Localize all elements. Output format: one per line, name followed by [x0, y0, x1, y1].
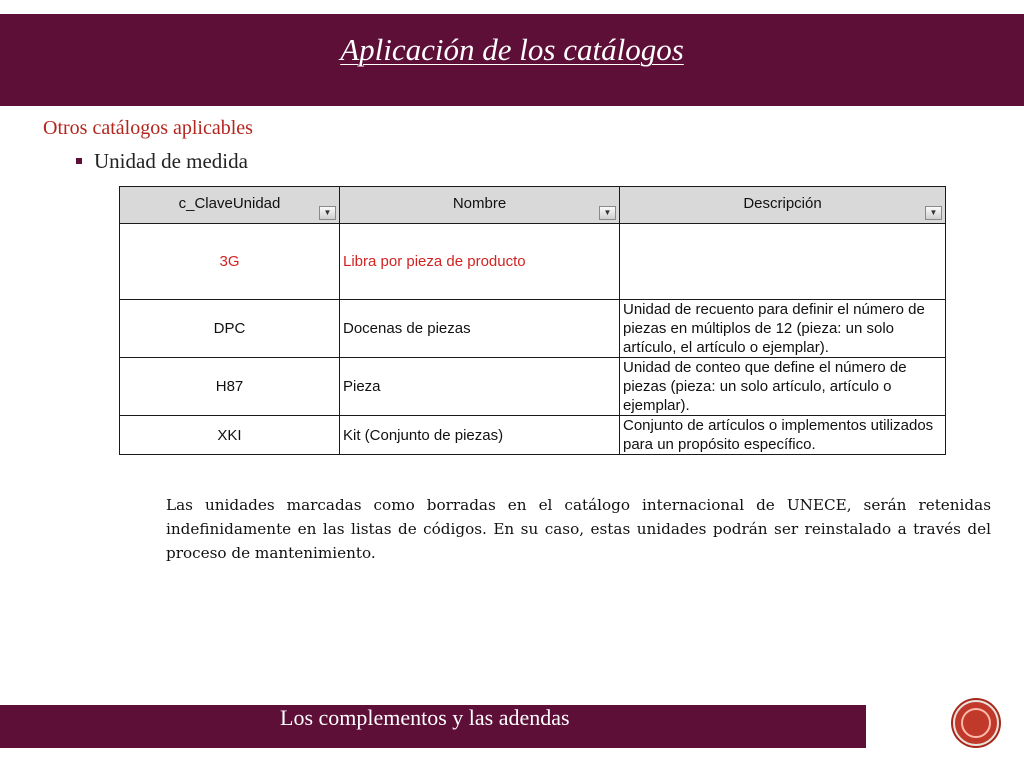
table-row — [120, 224, 946, 300]
cell-clave: 3G — [120, 224, 340, 300]
cell-descripcion — [620, 224, 946, 300]
page-title: Aplicación de los catálogos — [340, 32, 684, 67]
note-paragraph: Las unidades marcadas como borradas en el catálogo internacional de UNECE, serán retenidas indefinidamente en las listas de códigos. En su caso, estas unidades podrán ser reinstalado a través del proceso de mantenimiento. — [166, 496, 991, 562]
section-subtitle: Otros catálogos aplicables — [43, 117, 253, 139]
square-bullet-icon — [76, 158, 82, 164]
cell-nombre: Kit (Conjunto de piezas) — [340, 416, 620, 455]
cell-clave: H87 — [120, 358, 340, 416]
cell-descripcion: Unidad de recuento para definir el número de piezas en múltiplos de 12 (pieza: un solo artículo, el artículo o ejemplar). — [620, 300, 946, 358]
units-table — [119, 186, 946, 455]
cell-nombre: Docenas de piezas — [340, 300, 620, 358]
filter-active-icon[interactable]: ▼ — [599, 206, 616, 220]
cell-clave: DPC — [120, 300, 340, 358]
cell-clave: XKI — [120, 416, 340, 455]
title-bar — [0, 14, 1024, 106]
header-descripcion: Descripción ▼ — [620, 187, 946, 224]
table-row — [120, 300, 946, 358]
cell-nombre: Pieza — [340, 358, 620, 416]
circular-logo-icon — [953, 700, 999, 746]
logo-inner-ring — [961, 708, 991, 738]
cell-descripcion: Conjunto de artículos o implementos utilizados para un propósito específico. — [620, 416, 946, 455]
header-nombre: Nombre ▼ — [340, 187, 620, 224]
footer-text: Los complementos y las adendas — [280, 705, 570, 730]
cell-descripcion: Unidad de conteo que define el número de piezas (pieza: un solo artículo, artículo o ejemplar). — [620, 358, 946, 416]
cell-nombre: Libra por pieza de producto — [340, 224, 620, 300]
bullet-item — [76, 149, 248, 174]
table-header-row — [120, 187, 946, 224]
filter-dropdown-icon[interactable]: ▼ — [319, 206, 336, 220]
table-row — [120, 358, 946, 416]
footer-bar — [0, 705, 866, 748]
bullet-label: Unidad de medida — [94, 149, 248, 173]
table-row — [120, 416, 946, 455]
header-clave: c_ClaveUnidad ▼ — [120, 187, 340, 224]
filter-dropdown-icon[interactable]: ▼ — [925, 206, 942, 220]
